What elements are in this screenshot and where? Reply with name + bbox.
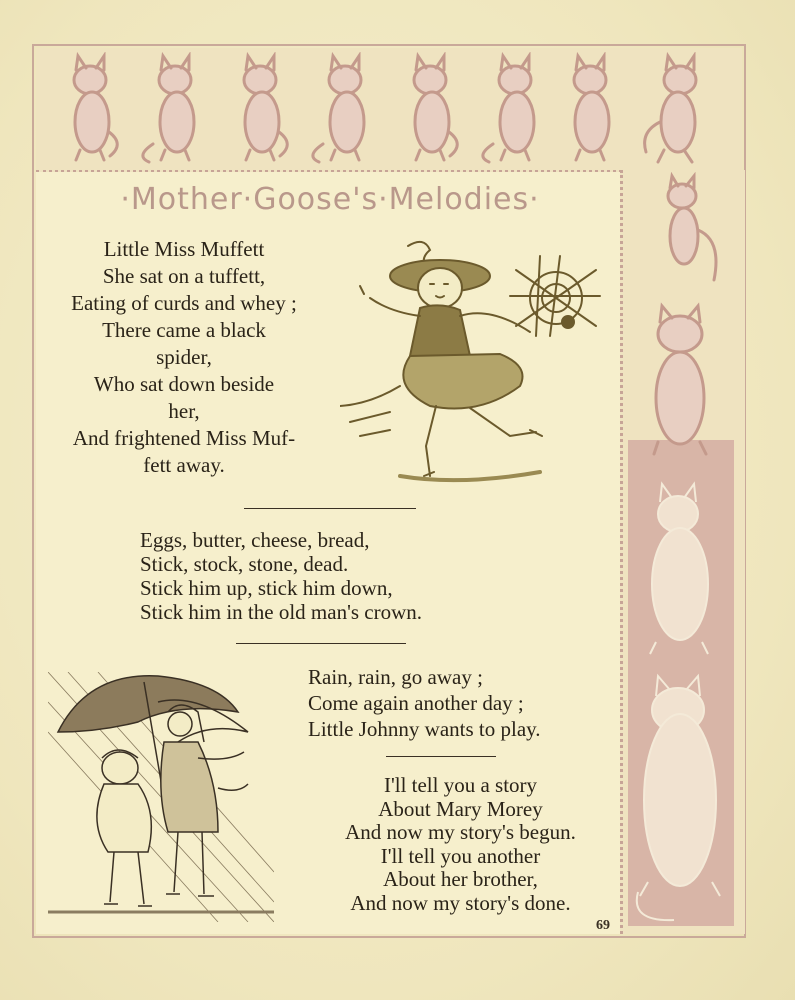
cat-icon [624, 172, 740, 932]
poem-line: Come again another day ; [308, 691, 524, 715]
poem-line: Little Johnny wants to play. [308, 717, 541, 741]
poem-line: About her brother, [383, 867, 538, 891]
poem-line: fett away. [143, 453, 225, 477]
poem-line: I'll tell you another [380, 843, 541, 868]
poem-line: Stick him in the old man's crown. [140, 600, 423, 624]
poem-line: I'll tell you a story [383, 773, 538, 797]
poem-line: Eggs, butter, cheese, bread, [140, 528, 370, 552]
divider-rule [244, 508, 416, 509]
poem-line: Rain, rain, go away ; [308, 665, 483, 689]
children-with-umbrella-illustration [48, 672, 274, 922]
poem-line: She sat on a tuffett, [102, 264, 266, 288]
poem-mary-morey [308, 774, 613, 915]
poem-eggs-butter [140, 528, 520, 624]
page-number: 69 [596, 918, 610, 933]
poem-line: Who sat down beside [93, 372, 275, 396]
divider-rule [236, 643, 406, 644]
poem-line: Eating of curds and whey ; [71, 291, 297, 315]
divider-rule [386, 756, 496, 757]
poem-line: Little Miss Muffett [103, 237, 265, 261]
poem-line: And now my story's done. [350, 890, 571, 915]
poem-line: And frightened Miss Muf- [72, 426, 296, 450]
poem-line: About Mary Morey [378, 796, 543, 821]
cat-icon [40, 52, 740, 168]
poem-rain-rain [308, 664, 613, 742]
page-title: ·Mother·Goose's·Melodies· [120, 182, 540, 217]
poem-line: There came a black [102, 318, 266, 342]
poem-line: Stick, stock, stone, dead. [140, 552, 349, 576]
poem-line: And now my story's begun. [345, 820, 576, 844]
poem-line: Stick him up, stick him down, [140, 576, 393, 600]
poem-little-miss-muffett [44, 236, 324, 479]
poem-line: her, [168, 399, 200, 423]
poem-line: spider, [156, 345, 212, 369]
girl-running-from-spider-illustration [340, 236, 610, 492]
